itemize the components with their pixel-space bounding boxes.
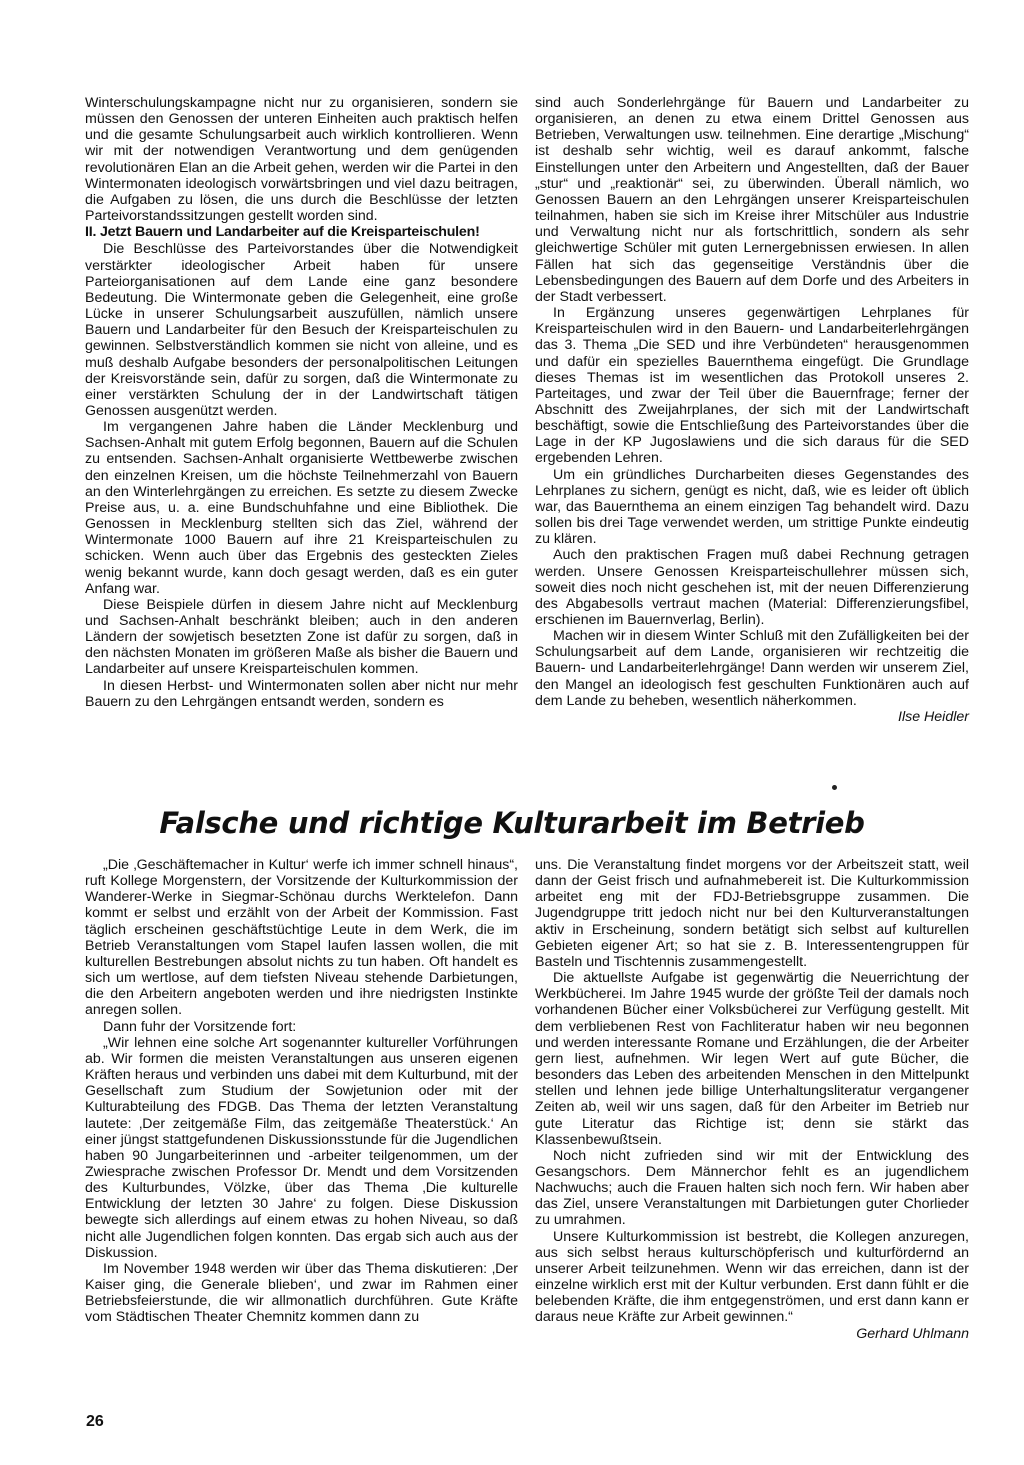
author-signature: Gerhard Uhlmann (856, 1325, 969, 1342)
paragraph: Um ein gründliches Durcharbeiten dieses Gegenstandes des Lehrplanes zu sichern, genügt es nicht, daß, wie es leider oft üblich war, das Bauernthema an einem einzigen Tag behandelt wird. Dazu sollen bis drei Tage verwendet werden, um strittige Punkte eindeutig zu klären. (535, 466, 969, 548)
paragraph: Auch den praktischen Fragen muß dabei Rechnung getragen werden. Unsere Genossen Kreisparteischullehrer müssen sich, soweit dies noch nicht geschehen ist, mit der neuen Differenzierung des Abgabesolls vertraut machen (Material: Differenzierungsfibel, erschienen im Bauernverlag, Berlin). (535, 547, 969, 628)
ink-dot (832, 785, 837, 790)
article1-right-column (535, 95, 969, 725)
paragraph: „Wir lehnen eine solche Art sogenannter kultureller Vorführungen ab. Wir formen die meisten Veranstaltungen aus unseren eigenen Kräften heraus und verbinden uns dabei mit dem Kulturbund, mit der Gesellschaft zum Studium der Sowjetunion oder mit der Kulturabteilung des FDGB. Das Thema der letzten Veranstaltung lautete: ‚Der zeitgemäße Film, das zeitgemäße Theaterstück.‘ An einer jüngst stattgefundenen Diskussionsstunde für die Jugendlichen haben 90 Jungarbeiterinnen und -arbeiter teilgenommen, um der Zwiesprache zwischen Professor Dr. Mendt und dem Vorsitzenden des Kulturbundes, Völzke, über das Thema ‚Die kulturelle Entwicklung der letzten 30 Jahre‘ zu folgen. Diese Diskussion bewegte sich allerdings auf einem etwas zu hohen Niveau, so daß nicht alle Jugendlichen folgen konnten. Das ergab sich auch aus der Diskussion. (85, 1034, 518, 1261)
paragraph: sind auch Sonderlehrgänge für Bauern und Landarbeiter zu organisieren, an denen zu etwa einem Drittel Genossen aus Betrieben, Verwaltungen usw. teilnehmen. Eine derartige „Mischung“ ist deshalb sehr wichtig, weil es darauf ankommt, falsche Einstellungen unter den Arbeitern und Angestellten, daß der Bauer „stur“ und „reaktionär“ sei, zu überwinden. Überall nämlich, wo Genossen Bauern an den Lehrgängen unserer Kreisparteischulen teilnahmen, haben sie sich im Kreise ihrer Mitschüler aus Industrie und Verwaltung nicht nur als fortschrittlich, sondern als sehr gleichwertige Schüler mit guten Lernergebnissen erwiesen. In allen Fällen hat sich das gegenseitige Verständnis über die Lebensbedingungen des Bauern auf dem Dorfe und des Arbeiters in der Stadt verbessert. (535, 95, 969, 305)
paragraph: uns. Die Veranstaltung findet morgens vor der Arbeitszeit statt, weil dann der Geist frisch und aufnahmebereit ist. Die Kulturkommission arbeitet eng mit der FDJ-Betriebsgruppe zusammen. Die Jugendgruppe tritt jedoch nicht nur bei den Kulturveranstaltungen aktiv in Erscheinung, sondern betätigt sich selbst auf kulturellen Gebieten eigener Art; so hat sie z. B. Interessentengruppen für Basteln und Tischtennis zusammengestellt. (535, 857, 969, 970)
paragraph: Im November 1948 werden wir über das Thema diskutieren: ‚Der Kaiser ging, die Generale blieben‘, und zwar im Rahmen einer Betriebsfeierstunde, die wir allmonatlich durchführen. Gute Kräfte vom Städtischen Theater Chemnitz kommen dann zu (85, 1260, 518, 1326)
paragraph: Diese Beispiele dürfen in diesem Jahre nicht auf Mecklenburg und Sachsen-Anhalt beschränkt bleiben; auch in den anderen Ländern der sowjetisch besetzten Zone ist dafür zu sorgen, daß in den nächsten Monaten im größeren Maße als bisher die Bauern und Landarbeiter auf unsere Kreisparteischulen kommen. (85, 596, 518, 678)
paragraph: Im vergangenen Jahre haben die Länder Mecklenburg und Sachsen-Anhalt mit gutem Erfolg begonnen, Bauern auf die Schulen zu entsenden. Sachsen-Anhalt organisierte Wettbewerbe zwischen den einzelnen Kreisen, um die höchste Teilnehmerzahl von Bauern an den Winterlehrgängen zu erreichen. Es setzte zu diesem Zwecke Preise aus, u. a. eine Bundschuhfahne und eine Bibliothek. Die Genossen in Mecklenburg stellten sich das Ziel, während der Wintermonate 1000 Bauern auf ihre 21 Kreisparteischulen zu schicken. Wenn auch über das Ergebnis des gesteckten Zieles wenig bekannt wurde, kann doch gesagt werden, daß es ein guter Anfang war. (85, 419, 518, 597)
paragraph: Die Beschlüsse des Parteivorstandes über die Notwendigkeit verstärkter ideologischer Arbeit haben für unsere Parteiorganisationen auf dem Lande eine ganz besondere Bedeutung. Die Wintermonate geben die Gelegenheit, eine große Lücke in unserer Schulungsarbeit auszufüllen, nämlich unsere Bauern und Landarbeiter für den Besuch der Kreisparteischulen zu gewinnen. Selbstverständlich kommen sie nicht von alleine, und es muß deshalb Aufgabe besonders der personalpolitischen Leitungen der Kreisvorstände sein, dafür zu sorgen, daß die Wintermonate zu einer verstärkten Schulung der in der Landwirtschaft tätigen Genossen ausgenützt werden. (85, 241, 518, 419)
paragraph: Winterschulungskampagne nicht nur zu organisieren, sondern sie müssen den Genossen der unteren Einheiten auch praktisch helfen und die gesamte Schulungsarbeit auch wirklich kontrollieren. Wenn wir mit der notwendigen Verantwortung und dem genügenden revolutionären Elan an die Arbeit gehen, werden wir die Partei in den Wintermonaten ideologisch vorwärtsbringen und viel dazu beitragen, die Aufgaben zu lösen, die uns durch die Beschlüsse der letzten Parteivorstandssitzungen gestellt worden sind. (85, 95, 518, 225)
page-number: 26 (86, 1413, 104, 1430)
paragraph: Noch nicht zufrieden sind wir mit der Entwicklung des Gesangschors. Dem Männerchor fehlt es an jugendlichem Nachwuchs; auch die Frauen halten sich noch fern. Wir haben aber das Ziel, unsere Veranstaltungen mit Darbietungen guter Chorlieder zu umrahmen. (535, 1147, 969, 1229)
article2-left-column (85, 857, 518, 1326)
paragraph: Dann fuhr der Vorsitzende fort: (103, 1018, 297, 1035)
section-heading: II. Jetzt Bauern und Landarbeiter auf die Kreisparteischulen! (85, 224, 480, 241)
article2-right-column (535, 857, 969, 1342)
article1-left-column (85, 95, 518, 710)
paragraph: Unsere Kulturkommission ist bestrebt, die Kollegen anzuregen, aus sich selbst heraus kulturschöpferisch und kulturfördernd an unserer Arbeit teilzunehmen. Wenn wir das erreichen, dann ist der einzelne wirklich erst mit der Kultur verbunden. Erst dann fühlt er die belebenden Kräfte, die ihm entgegenströmen, und erst dann kann er daraus neue Kräfte zur Arbeit gewinnen.“ (535, 1228, 969, 1326)
author-signature: Ilse Heidler (898, 708, 969, 725)
paragraph: In Ergänzung unseres gegenwärtigen Lehrplanes für Kreisparteischulen wird in den Bauern- und Landarbeiterlehrgängen das 3. Thema „Die SED und ihre Verbündeten“ herausgenommen und dafür ein spezielles Bauernthema eingefügt. Die Grundlage dieses Themas ist im wesentlichen das Protokoll unseres 2. Parteitages, und zwar der Teil über die Bauernfrage; ferner der Abschnitt des Zweijahrplanes, der sich mit der Landwirtschaft beschäftigt, sowie die Entschließung des Parteivorstandes über die Lage in der KP Jugoslawiens und die sich daraus für die SED ergebenden Lehren. (535, 305, 969, 467)
paragraph: Die aktuellste Aufgabe ist gegenwärtig die Neuerrichtung der Werkbücherei. Im Jahre 1945 wurde der größte Teil der damals noch vorhandenen Bücher einer Volksbücherei zur Verfügung gestellt. Mit dem verbliebenen Rest von Fachliteratur haben wir neu begonnen und werden interessante Romane und Erzählungen, die der Arbeiter gern liest, aufnehmen. Wir legen Wert auf gute Bücher, die besonders das Leben des arbeitenden Menschen in den Mittelpunkt stellen und lehnen jede billige Unterhaltungsliteratur vergangener Zeiten ab, weil wir uns sagen, daß für den Arbeiter im Betrieb nur gute Literatur das Richtige ist; denn sie stärkt das Klassenbewußtsein. (535, 970, 969, 1148)
paragraph: In diesen Herbst- und Wintermonaten sollen aber nicht nur mehr Bauern zu den Lehrgängen entsandt werden, sondern es (85, 677, 518, 710)
paragraph: Machen wir in diesem Winter Schluß mit den Zufälligkeiten bei der Schulungsarbeit auf dem Lande, organisieren wir rechtzeitig die Bauern- und Landarbeiterlehrgänge! Dann werden wir unserem Ziel, den Mangel an ideologisch fest geschulten Funktionären auch auf dem Lande zu beheben, wesentlich näherkommen. (535, 628, 969, 709)
paragraph: „Die ‚Geschäftemacher in Kultur‘ werfe ich immer schnell hinaus“, ruft Kollege Morgenstern, der Vorsitzende der Kulturkommission der Wanderer-Werke in Siegmar-Schönau durchs Werktelefon. Dann kommt er selbst und erzählt von der Arbeit der Kommission. Fast täglich erscheinen geschäftstüchtige Leute in dem Werk, die im Betrieb Veranstaltungen vom Stapel laufen lassen wollen, die mit kulturellen Bestrebungen absolut nichts zu tun haben. Oft handelt es sich um wertlose, auf dem tiefsten Niveau stehende Darbietungen, die den Arbeitern angeboten werden und ihre niedrigsten Instinkte anregen sollen. (85, 857, 518, 1019)
article-headline: Falsche und richtige Kulturarbeit im Betrieb (159, 806, 865, 840)
